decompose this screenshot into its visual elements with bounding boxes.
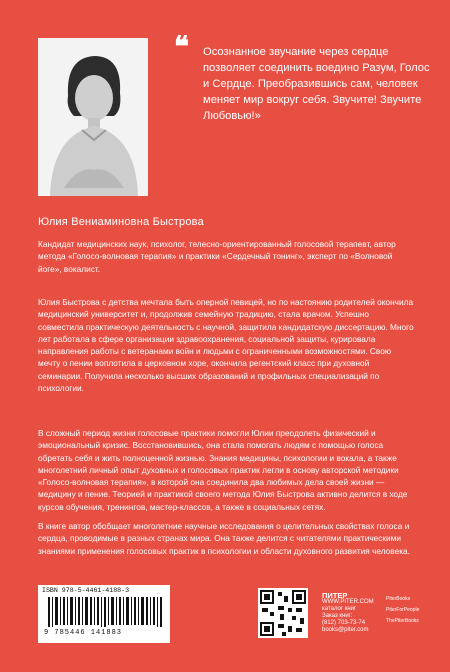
social-item: PiterForPeople [386,607,420,613]
publisher-tagline: каталог книг [322,606,357,612]
author-portrait-image [38,38,148,196]
social-item: ThePiterBooks [386,618,419,624]
isbn-text: ISBN 978-5-4461-4188-3 [42,587,130,594]
quote-text: Осознанное звучание через сердце позволяет соединить воедино Разум, Голос и Сердце. Преобразившись сам, человек меняет мир вокруг себя. Звучите! Звучите Любовью!» [203,46,430,122]
quote-mark-icon: ❝ [174,32,190,63]
bio-paragraph: Юлия Быстрова с детства мечтала быть оперной певицей, но по настоянию родителей окончила медицинский университет и, продолжив семейную традицию, стала врачом. Успешно совместила практическую деятельность с научной, защитила кандидатскую диссертацию. Много лет работала в сфере организации здравоохранения, социальной защиты, курировала направления работы с ветеранами войн и людьми с ограниченными возможностями. Свою мечту о пении воплотила в церковном хоре, окончила регентский класс при духовной семинарии. Получила несколько высших образований и профильных специализаций по психологии. [38,297,414,394]
barcode-bars-icon [48,597,162,627]
bio-paragraph: В сложный период жизни голосовые практики помогли Юлии преодолеть физический и эмоциональный кризис. Восстановившись, она стала помогать людям с помощью голоса обретать себя и жить полноценной жизнью. Знания медицины, психологии и вокала, а также многолетний личный опыт духовных и голосовых практик легли в основу авторской методики «Голосо-волновая терапия», в которой она соединила два любимых дела своей жизни — медицину и пение. Теорией и практикой своего метода Юлия Быстрова активно делится в ходе курсов обучения, тренингов, мастер-классов, а также в социальных сетях. [38,428,408,512]
qr-code [258,588,308,638]
author-photo [38,38,148,196]
bio-paragraph: Кандидат медицинских наук, психолог, телесно-ориентированный голосовой терапевт, автор метода «Голосо-волновая терапия» и практики «Сердечный тонинг», эксперт по «Волновой йоге», вокалист. [38,239,396,274]
qr-code-icon [258,588,308,638]
publisher-site: WWW.PITER.COM [322,599,374,605]
author-name: Юлия Вениаминовна Быстрова [38,216,204,228]
social-item: PiterBooks [386,596,411,602]
ean-number: 9 785446 141883 [44,629,123,637]
book-description: В книге автор обобщает многолетние научные исследования о целительных свойствах голоса и сердца, проводимые в разных странах мира. Она также делится с читателями практическими знаниями применения голосовых практик в психологии и области духовного развития человека. [38,521,410,556]
publisher-logo: ПИТЕР [322,591,348,600]
publisher-email: books@piter.com [322,627,369,633]
contact-label: Заказ книг: [322,613,353,619]
social-links [386,594,419,627]
barcode [38,585,170,643]
publisher-info [322,592,374,634]
publisher-phone: (812) 703-73-74 [322,620,366,626]
